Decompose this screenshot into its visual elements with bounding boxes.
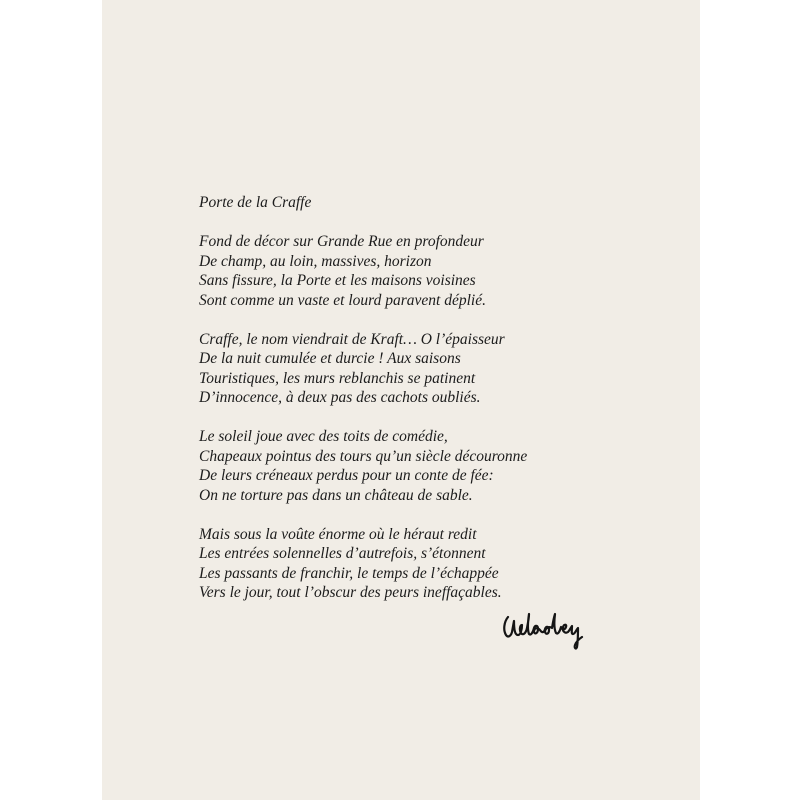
- poem-line: Fond de décor sur Grande Rue en profondeur: [199, 233, 484, 250]
- stanza-3: [199, 427, 669, 505]
- poem-line: Les entrées solennelles d’autrefois, s’étonnent: [199, 545, 486, 562]
- poem-line: Vers le jour, tout l’obscur des peurs ineffaçables.: [199, 584, 502, 601]
- poem-line: De champ, au loin, massives, horizon: [199, 252, 432, 270]
- poem-line: Mais sous la voûte énorme où le héraut redit: [199, 525, 477, 543]
- poem-line: Sont comme un vaste et lourd paravent déplié.: [199, 291, 486, 309]
- poem-line: Les passants de franchir, le temps de l’échappée: [199, 564, 499, 582]
- stanza-1: [199, 232, 669, 310]
- poem-line: On ne torture pas dans un château de sable.: [199, 486, 473, 504]
- stanza-2: [199, 330, 669, 408]
- poem-title: Porte de la Craffe: [199, 194, 312, 211]
- poem-line: De leurs créneaux perdus pour un conte de fée:: [199, 467, 494, 484]
- poem-line: Chapeaux pointus des tours qu’un siècle découronne: [199, 447, 528, 465]
- poem-line: Touristiques, les murs reblanchis se patinent: [199, 369, 476, 387]
- poem-line: Le soleil joue avec des toits de comédie,: [199, 428, 448, 445]
- poem-line: De la nuit cumulée et durcie ! Aux saisons: [199, 350, 461, 367]
- paper-sheet: [102, 0, 700, 800]
- poem-line: Sans fissure, la Porte et les maisons voisines: [199, 272, 476, 289]
- poem-line: D’innocence, à deux pas des cachots oubliés.: [199, 389, 481, 406]
- poem: [199, 193, 669, 622]
- stanza-4: [199, 525, 669, 603]
- handwritten-signature-icon: [498, 608, 590, 652]
- poem-line: Craffe, le nom viendrait de Kraft… O l’épaisseur: [199, 330, 505, 348]
